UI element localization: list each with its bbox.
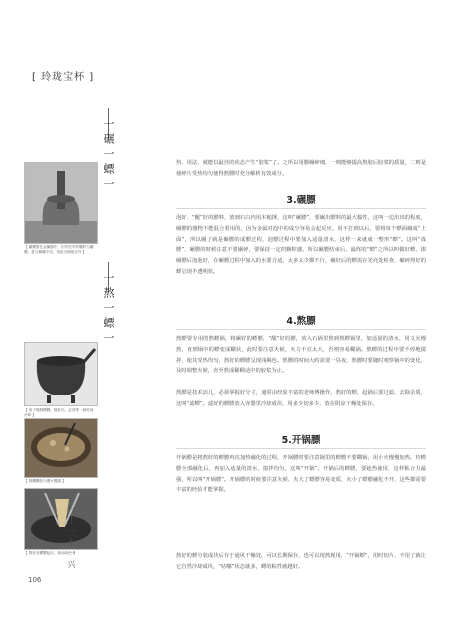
page-number: 106 <box>28 576 42 584</box>
column-title: [ 玲珑宝杯 ] <box>32 72 95 83</box>
left-heading-1: 一碾一螵一 <box>102 118 115 193</box>
section-5-paragraph-2: 熬好的螵分装成块后存于通风干燥处，可以长期保存，也可以现熬现用，“开锅螵”，用时切片，不用了就让它自然冷却成块，“咕嘟”状态就多，螵的粘性就越好。 <box>176 553 426 570</box>
section-heading-4: 4.熬膘 <box>286 316 316 327</box>
photo-pot <box>24 342 98 406</box>
pot-illustration <box>25 343 97 405</box>
photo-mortar <box>24 162 98 244</box>
section-5-paragraph-1: 开锅膘是将熬好的螵膘再次加热融化的过程，开锅膘时要注意锅里的螵膘不要糊锅，用小火慢慢加热，待螵膘全部融化后，再加入适量的清水，搅拌均匀，这叫“开锅”。开锅后的螵膘，要趁热使用，这样粘合力最强，所以叫“开锅膘”。开锅膘的时候要注意火候，火大了螵膘容易变质，火小了螵膘融化不开，这些都需要丰富的经验才能掌握。 <box>176 455 426 494</box>
lifting-illustration <box>25 489 97 549</box>
intro-paragraph: 热、用法，就能以最佳的状态产生“胶浆”了。之所以用膘碾碎细，一则能够提高熬胶后胶浆的质量，二则是使碎片受热均匀使得熬膘时充分解析有效成分。 <box>176 160 426 177</box>
mortar-illustration <box>25 163 97 243</box>
section-heading-3: 3.碾膘 <box>286 195 316 206</box>
caption-4: 【 熬好后螵膘起出，取而用之 】 <box>24 551 77 555</box>
photo-lifting <box>24 488 98 550</box>
section-rule-3 <box>176 208 426 209</box>
caption-1: 【 碾螵需在金属器中，因中医中的碾药与碾膘，是与精碾不同，用此为图取自外 】 <box>24 245 94 255</box>
section-4-paragraph-2: 熬膘是技术活儿，必须掌握好分寸，通常由经验丰富的老师傅操作。熬好的螵，起锅后要过滤，去除杂质，这叫“滤螵”。滤好的螵膘放入容器里冷却成块，用多少切多少，放在阴凉干燥处保存。 <box>176 390 426 407</box>
caption-2: 【 用于熬制螵膘，熬好后，必须等一段时间冷却 】 <box>24 408 94 418</box>
caption-3: 【 熬螵膘较为慢火慢熬 】 <box>24 479 66 483</box>
bottom-left-label: 一丁一小一兴 <box>67 505 76 571</box>
section-3-paragraph: 泡好、“醒”好的膘料，放到石臼内用木槌捶，这叫“碾膘”，要碾出螵料的最大黏性，这叫一边出出的程度，碾膘的器物不能混合着用的，因为金属对泡中的成分容易会起反应。用不打到以后，要将每个螵面碾成“上面”，所以碾了就是碾膘的成膘过程，泡膘过程中要加入适量清水，这样一来就成一整形“螵”。这叫“成膘”，碾膘的时候注意不要碾碎，要保持一定的颗粒感，所以碾膘结束后，最终的“螵”之所以叫做好螵，即碾膘后泡泡好，在碾膘过程中加入的水要合适，太多太少都不行，碾好后的螵需在光亮处检查，碾碎得好的螵呈现半透明状。 <box>176 215 426 275</box>
section-rule-4 <box>176 329 426 330</box>
section-heading-5: 5.开锅膘 <box>281 435 321 446</box>
section-rule-5 <box>176 448 426 449</box>
section-4-paragraph-1: 熬螵要专用的熬螵锅，将碾好的螵膘，“醒”好的膘，放入石锅里熬到熬螵锅里，加适量的清水，用文火慢熬，直到锅中的螵变成糊状，此时要注意火候，火力不宜太大，否则容易糊锅。熬螵的过程中要不停地搅拌，使其受热均匀，熬好的螵膘呈现浅褐色。熬膘的时间大约需要一昼夜，熬膘时要随时观察锅中的变化，及时调整火候，直至熬成稀稠适中的胶浆为止。 <box>176 336 426 375</box>
photo-boiling <box>24 418 98 478</box>
boiling-illustration <box>25 419 97 477</box>
left-heading-2: 一熬一螵一 <box>102 272 115 347</box>
